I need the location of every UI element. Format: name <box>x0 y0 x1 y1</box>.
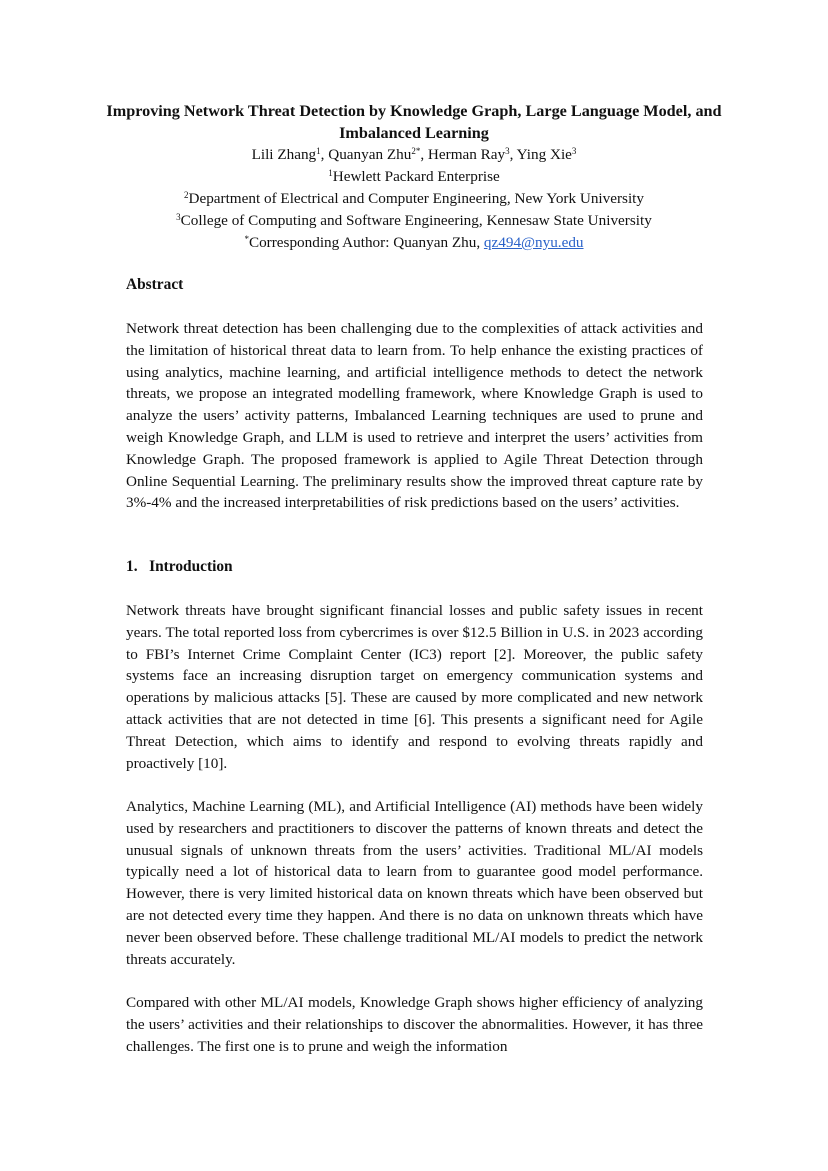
corresponding-mark: * <box>244 234 249 244</box>
author-name: Lili Zhang <box>251 146 317 163</box>
author-affiliation-mark: 3 <box>505 146 510 156</box>
affiliation-1 <box>100 166 728 188</box>
author-affiliation-mark: 2* <box>411 146 421 156</box>
author-name: Herman Ray <box>427 146 506 163</box>
author-separator: , <box>420 146 428 163</box>
affiliation-text: Department of Electrical and Computer Engineering, New York University <box>188 190 644 207</box>
author-separator: , <box>320 146 329 163</box>
paper-title: Improving Network Threat Detection by Knowledge Graph, Large Language Model, and Imbalanced Learning <box>106 102 722 142</box>
affiliation-3 <box>100 210 728 232</box>
affiliation-mark: 1 <box>328 168 333 178</box>
corresponding-author <box>100 232 728 254</box>
author-name: Ying Xie <box>516 146 572 163</box>
affiliation-mark: 3 <box>176 212 181 222</box>
intro-paragraph-2: Analytics, Machine Learning (ML), and Artificial Intelligence (AI) methods have been widely used by researchers and practitioners to discover the patterns of known threats and detect the unusual signals of unknown threats from the users’ activities. Traditional ML/AI models typically need a lot of historical data to learn from to guarantee good model performance. However, there is very limited historical data on known threats which have been observed but are not detected every time they happen. And there is no data on unknown threats which have never been observed before. These challenge traditional ML/AI models to predict the network threats accurately. <box>126 798 703 968</box>
affiliation-mark: 2 <box>183 190 189 200</box>
affiliation-text: Hewlett Packard Enterprise <box>332 168 500 185</box>
affiliation-text: College of Computing and Software Engineering, Kennesaw State University <box>180 212 652 229</box>
corresponding-text: Corresponding Author: Quanyan Zhu, <box>248 234 484 251</box>
author-separator: , <box>509 146 517 163</box>
author-name: Quanyan Zhu <box>328 146 412 163</box>
author-block <box>100 144 728 254</box>
intro-paragraph-1: Network threats have brought significant financial losses and public safety issues in recent years. The total reported loss from cybercrimes is over $12.5 Billion in U.S. in 2023 according to FBI’s Internet Crime Complaint Center (IC3) report [2]. Moreover, the public safety systems face an increasing disruption target on emergency communication systems and operations by malicious attacks [5]. These are caused by more complicated and new network attack activities that are not detected in time [6]. This presents a significant need for Agile Threat Detection, which aims to identify and respond to evolving threats rapidly and proactively [10]. <box>126 602 703 772</box>
author-affiliation-mark: 1 <box>316 146 321 156</box>
abstract-heading: Abstract <box>126 276 184 293</box>
author-affiliation-mark: 3 <box>571 146 577 156</box>
affiliation-2 <box>100 188 728 210</box>
email-link[interactable]: qz494@nyu.edu <box>483 234 584 251</box>
author-list <box>100 144 728 166</box>
section-heading-introduction: 1. Introduction <box>126 558 233 575</box>
abstract-text: Network threat detection has been challenging due to the complexities of attack activities and the limitation of historical threat data to learn from. To help enhance the existing practices of using analytics, machine learning, and artificial intelligence methods to detect the network threats, we propose an integrated modelling framework, where Knowledge Graph is used to analyze the users’ activity patterns, Imbalanced Learning techniques are used to prune and weigh Knowledge Graph, and LLM is used to retrieve and interpret the users’ activities from Knowledge Graph. The proposed framework is applied to Agile Threat Detection through Online Sequential Learning. The preliminary results show the improved threat capture rate by 3%-4% and the increased interpretabilities of risk predictions based on the users’ activities. <box>126 320 703 512</box>
intro-paragraph-3: Compared with other ML/AI models, Knowledge Graph shows higher efficiency of analyzing the users’ activities and their relationships to discover the abnormalities. However, it has three challenges. The first one is to prune and weigh the information <box>126 994 703 1055</box>
